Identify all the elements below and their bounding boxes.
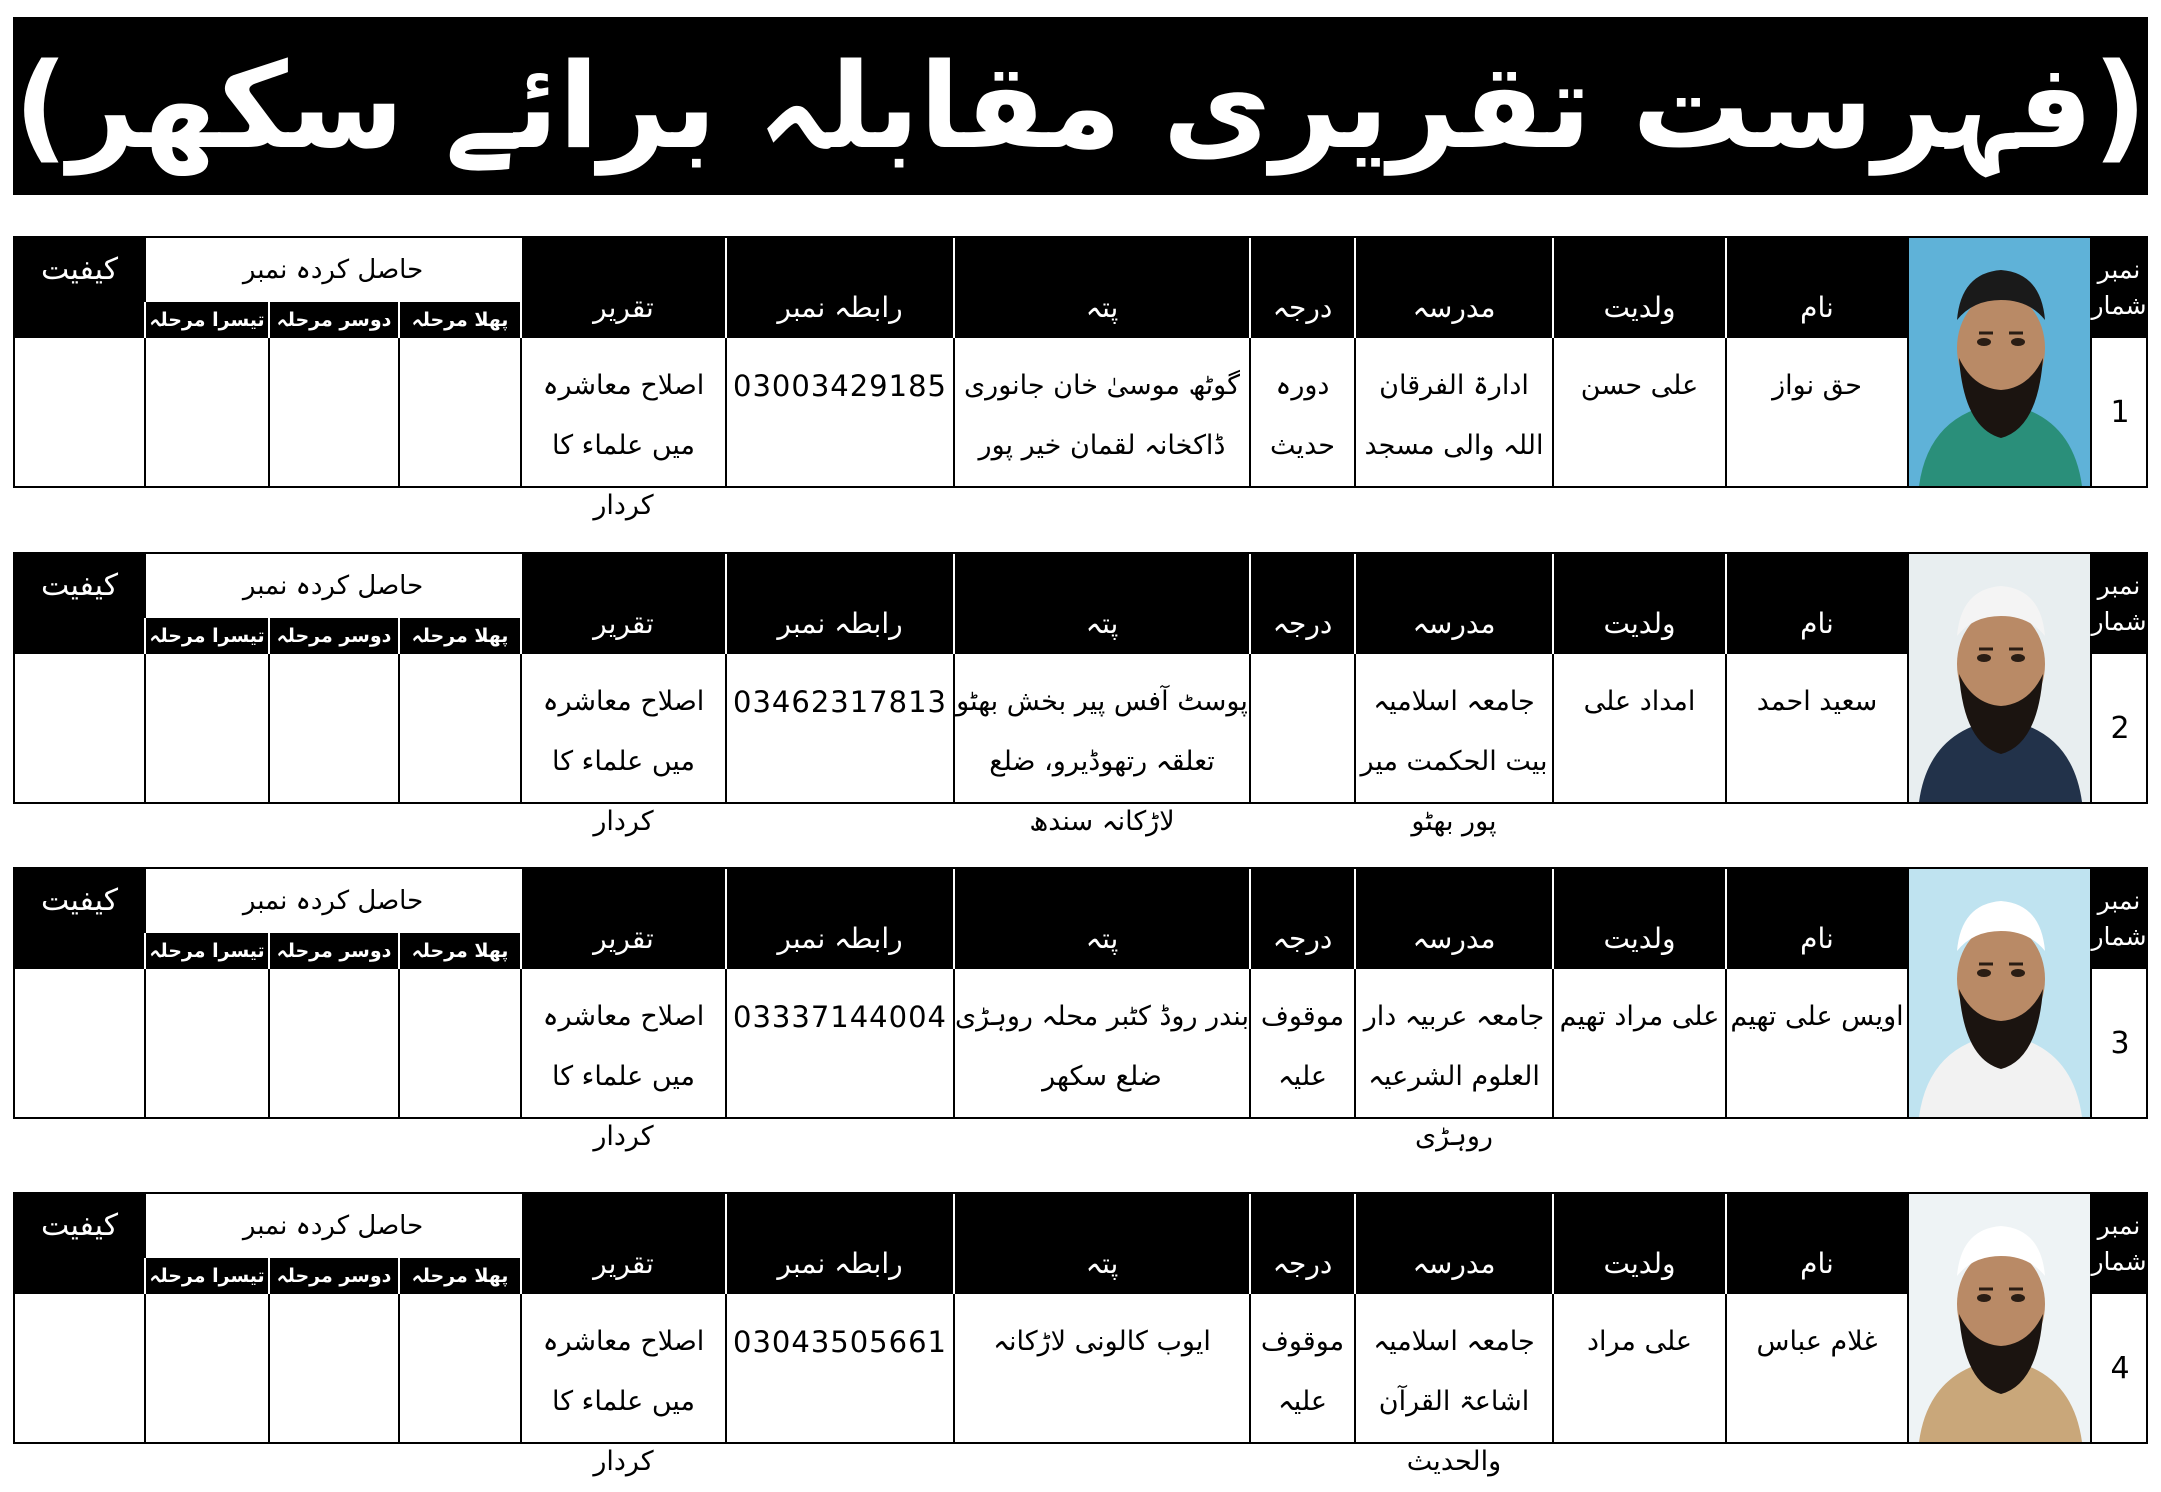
value-contact: 03043505661	[733, 1325, 947, 1359]
value-name: اویس علی تھیم	[1730, 1001, 1904, 1032]
person-photo-icon	[1907, 554, 2090, 802]
header-madrasa: مدرسہ	[1354, 1194, 1552, 1294]
value-father: علی مراد	[1586, 1326, 1693, 1357]
header-name: نام	[1725, 554, 1907, 654]
score-cell	[144, 654, 268, 802]
header-father: ولدیت	[1552, 869, 1725, 969]
score-cell	[144, 1294, 268, 1442]
record-row	[13, 1192, 2148, 1477]
header-father: ولدیت	[1552, 238, 1725, 338]
header-stage3: تیسرا مرحلہ	[144, 302, 268, 338]
header-marks-obtained: حاصل کردہ نمبر	[144, 554, 520, 618]
header-contact: رابطہ نمبر	[725, 1194, 953, 1294]
header-remarks: کیفیت	[15, 1194, 144, 1294]
value-grade: دورہ حدیث	[1270, 370, 1335, 461]
score-cell	[398, 654, 520, 802]
value-speech: اصلاح معاشرہ میں علماء کا کردار	[542, 1326, 705, 1477]
header-speech: تقریر	[520, 1194, 725, 1294]
value-serial: 3	[2090, 969, 2148, 1117]
value-madrasa: جامعہ اسلامیہ بیت الحکمت میر پور بھٹو	[1360, 686, 1548, 837]
header-grade: درجہ	[1249, 238, 1354, 338]
score-cell	[15, 1294, 144, 1442]
page-title: (فہرست تقریری مقابلہ برائے سکھر)	[14, 37, 2147, 175]
header-remarks: کیفیت	[15, 238, 144, 338]
value-serial: 1	[2090, 338, 2148, 486]
header-stage3: تیسرا مرحلہ	[144, 618, 268, 654]
score-cell	[15, 654, 144, 802]
value-speech: اصلاح معاشرہ میں علماء کا کردار	[542, 686, 705, 837]
header-speech: تقریر	[520, 238, 725, 338]
header-name: نام	[1725, 869, 1907, 969]
value-madrasa: ادارۃ الفرقان اللہ والی مسجد	[1364, 370, 1544, 461]
value-name: غلام عباس	[1756, 1326, 1878, 1357]
value-serial: 2	[2090, 654, 2148, 802]
header-remarks: کیفیت	[15, 554, 144, 654]
person-photo-icon	[1907, 1194, 2090, 1442]
record-row	[13, 867, 2148, 1152]
header-madrasa: مدرسہ	[1354, 869, 1552, 969]
value-contact: 03003429185	[733, 369, 947, 403]
header-madrasa: مدرسہ	[1354, 554, 1552, 654]
header-grade: درجہ	[1249, 554, 1354, 654]
header-stage1: پھلا مرحلہ	[398, 1258, 520, 1294]
header-speech: تقریر	[520, 869, 725, 969]
header-grade: درجہ	[1249, 1194, 1354, 1294]
header-marks-obtained: حاصل کردہ نمبر	[144, 238, 520, 302]
header-contact: رابطہ نمبر	[725, 238, 953, 338]
header-name: نام	[1725, 1194, 1907, 1294]
header-name: نام	[1725, 238, 1907, 338]
value-speech: اصلاح معاشرہ میں علماء کا کردار	[542, 370, 705, 521]
value-madrasa: جامعہ عربیہ دار العلوم الشرعیہ روہڑی	[1363, 1001, 1545, 1152]
value-madrasa: جامعہ اسلامیہ اشاعۃ القرآن والحدیث	[1373, 1326, 1535, 1477]
score-cell	[268, 969, 398, 1117]
value-serial: 4	[2090, 1294, 2148, 1442]
value-father: امداد علی	[1583, 686, 1696, 717]
header-stage1: پھلا مرحلہ	[398, 302, 520, 338]
value-address: ایوب کالونی لاڑکانہ	[993, 1326, 1211, 1357]
header-contact: رابطہ نمبر	[725, 554, 953, 654]
score-cell	[398, 1294, 520, 1442]
header-stage2: دوسر مرحلہ	[268, 302, 398, 338]
value-address: گوٹھ موسیٰ خان جانوری ڈاکخانہ لقمان خیر پور	[964, 370, 1240, 461]
person-photo-icon	[1907, 238, 2090, 486]
value-speech: اصلاح معاشرہ میں علماء کا کردار	[542, 1001, 705, 1152]
value-grade: موقوف علیہ	[1260, 1326, 1345, 1417]
record-row	[13, 236, 2148, 521]
header-marks-obtained: حاصل کردہ نمبر	[144, 1194, 520, 1258]
score-cell	[268, 338, 398, 486]
header-address: پتہ	[953, 1194, 1249, 1294]
header-father: ولدیت	[1552, 1194, 1725, 1294]
score-cell	[268, 1294, 398, 1442]
header-serial: نمبر شمار	[2090, 238, 2148, 338]
value-grade: موقوف علیہ	[1260, 1001, 1345, 1092]
header-speech: تقریر	[520, 554, 725, 654]
header-address: پتہ	[953, 869, 1249, 969]
value-address: پوسٹ آفس پیر بخش بھٹو تعلقہ رتھوڈیرو، ضلع لاڑکانہ سندھ	[956, 686, 1248, 837]
score-cell	[268, 654, 398, 802]
header-serial: نمبر شمار	[2090, 869, 2148, 969]
value-name: حق نواز	[1772, 370, 1862, 401]
score-cell	[398, 969, 520, 1117]
score-cell	[15, 969, 144, 1117]
score-cell	[15, 338, 144, 486]
score-cell	[144, 969, 268, 1117]
score-cell	[144, 338, 268, 486]
header-father: ولدیت	[1552, 554, 1725, 654]
value-father: علی مراد تھیم	[1559, 1001, 1720, 1032]
score-cell	[398, 338, 520, 486]
header-grade: درجہ	[1249, 869, 1354, 969]
value-contact: 03337144004	[733, 1000, 947, 1034]
header-stage2: دوسر مرحلہ	[268, 933, 398, 969]
header-address: پتہ	[953, 554, 1249, 654]
header-stage3: تیسرا مرحلہ	[144, 933, 268, 969]
header-marks-obtained: حاصل کردہ نمبر	[144, 869, 520, 933]
header-stage2: دوسر مرحلہ	[268, 1258, 398, 1294]
header-stage1: پھلا مرحلہ	[398, 933, 520, 969]
value-name: سعید احمد	[1756, 686, 1878, 717]
header-contact: رابطہ نمبر	[725, 869, 953, 969]
value-address: بندر روڈ کٹبر محلہ روہڑی ضلع سکھر	[955, 1001, 1249, 1092]
header-stage1: پھلا مرحلہ	[398, 618, 520, 654]
header-stage3: تیسرا مرحلہ	[144, 1258, 268, 1294]
value-contact: 03462317813	[733, 685, 947, 719]
header-madrasa: مدرسہ	[1354, 238, 1552, 338]
header-remarks: کیفیت	[15, 869, 144, 969]
person-photo-icon	[1907, 869, 2090, 1117]
header-stage2: دوسر مرحلہ	[268, 618, 398, 654]
title-bar	[13, 17, 2148, 195]
header-address: پتہ	[953, 238, 1249, 338]
header-serial: نمبر شمار	[2090, 554, 2148, 654]
record-row	[13, 552, 2148, 837]
header-serial: نمبر شمار	[2090, 1194, 2148, 1294]
value-father: علی حسن	[1580, 370, 1699, 401]
